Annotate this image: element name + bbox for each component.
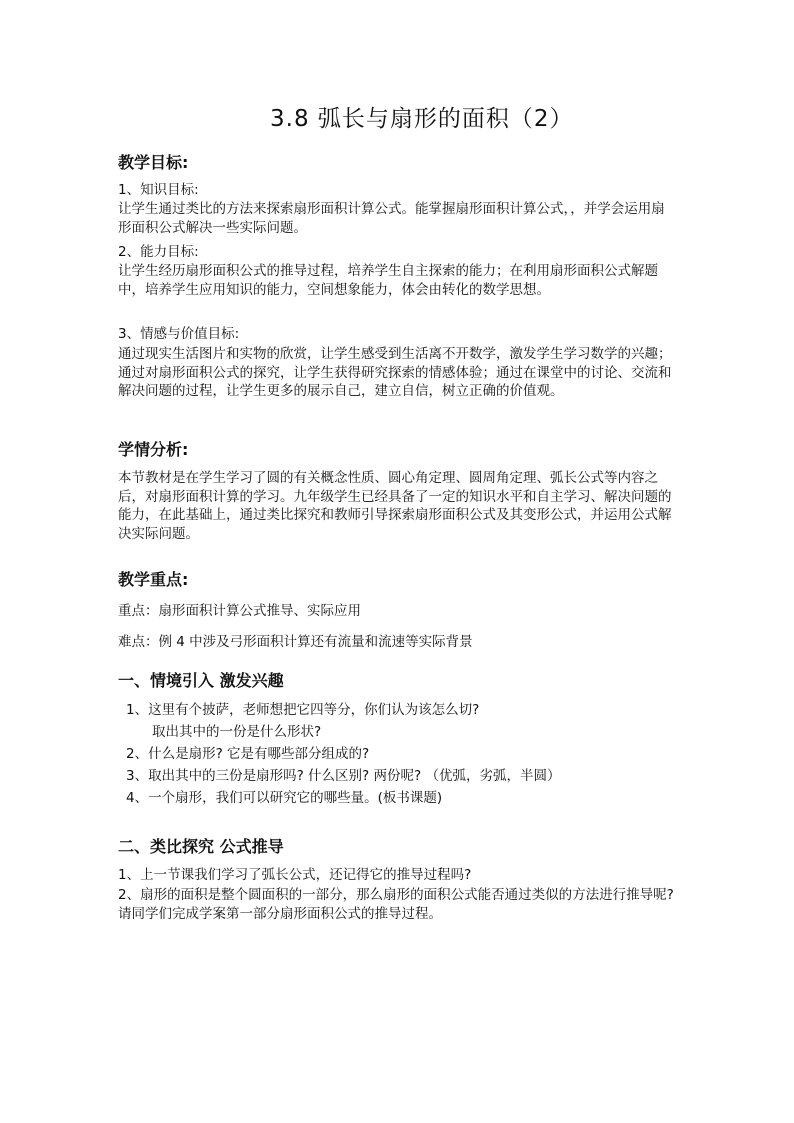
- section2-item-2: 2、扇形的面积是整个圆面积的一部分，那么扇形的面积公式能否通过类似的方法进行推导呢? 请同学们完成学案第一部分扇形面积公式的推导过程。: [118, 887, 674, 922]
- page-title: 3.8 弧长与扇形的面积（2）: [270, 106, 574, 132]
- objective-ability-text: 让学生经历扇形面积公式的推导过程，培养学生自主探索的能力；在利用扇形面积公式解题中，培养学生应用知识的能力，空间想象能力，体会由转化的数学思想。: [118, 263, 658, 298]
- objective-ability-label: 2、能力目标:: [118, 244, 199, 260]
- section2-heading: 二、类比探究 公式推导: [118, 837, 284, 856]
- list-item: 3、取出其中的三份是扇形吗? 什么区别? 两份呢? （优弧，劣弧，半圆）: [126, 768, 561, 784]
- section1-heading: 一、情境引入 激发兴趣: [118, 671, 284, 690]
- analysis-text: 本节教材是在学生学习了圆的有关概念性质、圆心角定理、圆周角定理、弧长公式等内容之后，对扇形面积计算的学习。九年级学生已经具备了一定的知识水平和自主学习、解决问题的能力，在此基础上，通过类比探究和教师引导探索扇形面积公式及其变形公式，并运用公式解决实际问题。: [118, 470, 672, 542]
- section2-item-1: 1、上一节课我们学习了弧长公式，还记得它的推导过程吗?: [118, 867, 472, 883]
- section1-list: [126, 699, 560, 809]
- list-item: 1、这里有个披萨，老师想把它四等分，你们认为该怎么切?: [126, 702, 480, 718]
- keypoint-key: 重点：扇形面积计算公式推导、实际应用: [118, 603, 361, 619]
- objective-emotion-text: 通过现实生活图片和实物的欣赏，让学生感受到生活离不开数学，激发学生学习数学的兴趣；通过对扇形面积公式的探究，让学生获得研究探索的情感体验；通过在课堂中的讨论、交流和解决问题的过程，让学生更多的展示自己，建立自信，树立正确的价值观。: [118, 346, 672, 399]
- list-item: 4、一个扇形，我们可以研究它的哪些量。(板书课题): [126, 790, 443, 806]
- objectives-heading: 教学目标:: [118, 153, 189, 172]
- list-item: 取出其中的一份是什么形状?: [152, 724, 322, 740]
- keypoint-difficulty: 难点：例 4 中涉及弓形面积计算还有流量和流速等实际背景: [118, 634, 473, 650]
- list-item: 2、什么是扇形? 它是有哪些部分组成的?: [126, 746, 370, 762]
- objective-emotion-label: 3、情感与价值目标:: [118, 326, 240, 342]
- keypoints-heading: 教学重点:: [118, 570, 189, 589]
- analysis-heading: 学情分析:: [118, 440, 189, 459]
- objective-knowledge-text: 让学生通过类比的方法来探索扇形面积计算公式。能掌握扇形面积计算公式，，并学会运用扇形面积公式解决一些实际问题。: [118, 201, 665, 236]
- objective-knowledge-label: 1、知识目标:: [118, 182, 199, 198]
